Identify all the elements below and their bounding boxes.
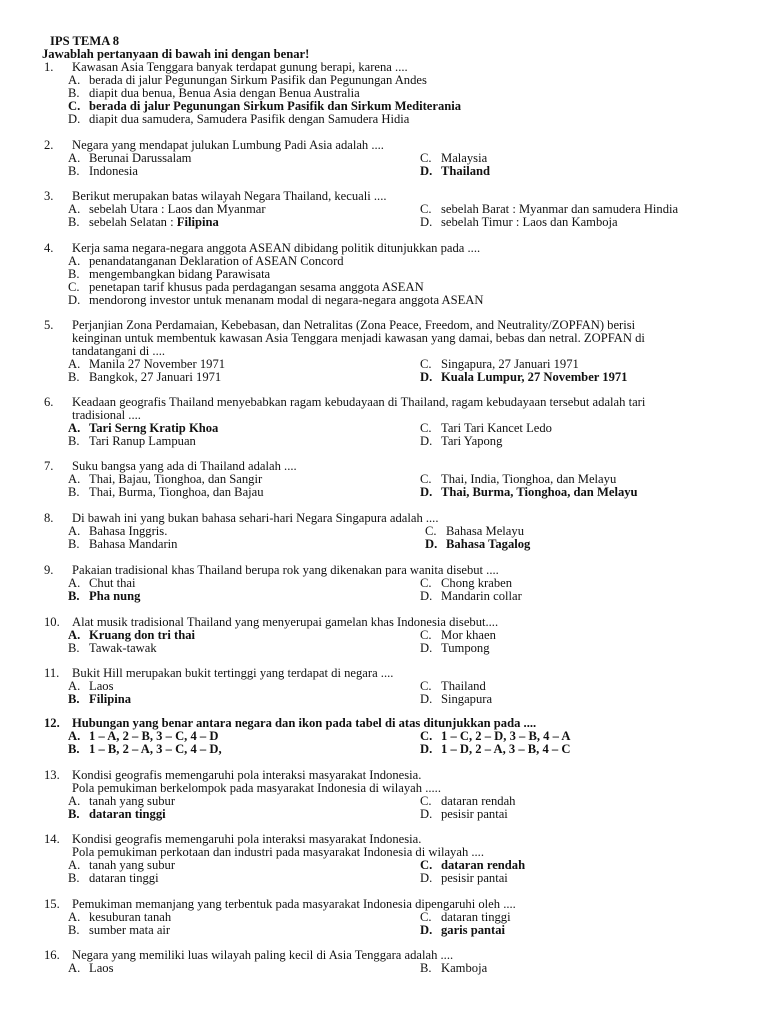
question-text-line: Alat musik tradisional Thailand yang menyerupai gamelan khas Indonesia disebut....: [72, 615, 499, 629]
answer-option: [68, 590, 140, 603]
option-text: pesisir pantai: [441, 871, 508, 885]
option-text: diapit dua benua, Benua Asia dengan Benua Australia: [89, 86, 360, 100]
option-letter: D.: [420, 215, 433, 229]
option-letter: B.: [68, 742, 80, 756]
option-letter: A.: [68, 961, 81, 975]
option-letter: A.: [68, 910, 81, 924]
question-text-line: Bukit Hill merupakan bukit tertinggi yang terdapat di negara ....: [72, 666, 394, 680]
answer-option: [420, 371, 627, 384]
option-letter: C.: [420, 576, 432, 590]
option-row: [68, 577, 714, 590]
question-text-line: tandatangani di ....: [72, 344, 166, 358]
option-letter: C.: [68, 280, 80, 294]
question-text-line: Kondisi geografis memengaruhi pola interaksi masyarakat Indonesia.: [72, 768, 422, 782]
option-text: Tumpong: [441, 641, 490, 655]
option-letter: D.: [420, 923, 433, 937]
question-text: [72, 319, 714, 358]
option-letter: A.: [68, 794, 81, 808]
option-text: Kruang don tri thai: [89, 628, 196, 642]
option-text: dataran tinggi: [89, 807, 166, 821]
answer-options: [68, 525, 714, 551]
question-text-line: Negara yang mendapat julukan Lumbung Padi Asia adalah ....: [72, 138, 384, 152]
option-letter: A.: [68, 524, 81, 538]
option-text: Chong kraben: [441, 576, 512, 590]
option-letter: D.: [68, 112, 81, 126]
option-letter: C.: [420, 472, 432, 486]
question-item: [44, 512, 714, 551]
option-text: sebelah Timur : Laos dan Kamboja: [441, 215, 618, 229]
option-text: penandatanganan Deklaration of ASEAN Concord: [89, 254, 344, 268]
option-text-emphasis: Filipina: [176, 215, 219, 229]
answer-option: [420, 435, 502, 448]
question-text-line: Berikut merupakan batas wilayah Negara Thailand, kecuali ....: [72, 189, 387, 203]
option-text: dataran rendah: [441, 858, 526, 872]
option-row: [68, 743, 714, 756]
option-row: [68, 629, 714, 642]
option-text: pesisir pantai: [441, 807, 508, 821]
answer-options: [68, 911, 714, 937]
question-text-line: Pemukiman memanjang yang terbentuk pada masyarakat Indonesia dipengaruhi oleh ....: [72, 897, 516, 911]
option-letter: B.: [68, 164, 80, 178]
option-letter: C.: [420, 628, 432, 642]
option-text: Mandarin collar: [441, 589, 522, 603]
question-item: [44, 61, 714, 126]
option-letter: D.: [420, 370, 433, 384]
option-text: Mor khaen: [441, 628, 496, 642]
question-item: [44, 460, 714, 499]
option-letter: B.: [68, 215, 80, 229]
answer-options: [68, 795, 714, 821]
answer-options: [68, 152, 714, 178]
option-text: mengembangkan bidang Parawisata: [89, 267, 271, 281]
question-number: 4.: [44, 241, 54, 255]
option-text: Tari Serng Kratip Khoa: [89, 421, 219, 435]
option-row: [68, 872, 714, 885]
option-row: [68, 165, 714, 178]
option-letter: B.: [68, 589, 80, 603]
answer-options: [68, 358, 714, 384]
option-row: [68, 859, 714, 872]
option-letter: C.: [420, 729, 433, 743]
option-letter: B.: [420, 961, 432, 975]
option-row: [68, 371, 714, 384]
option-text: Singapura, 27 Januari 1971: [441, 357, 579, 371]
question-text: [72, 396, 714, 422]
option-text: Thai, Burma, Tionghoa, dan Bajau: [89, 485, 264, 499]
option-text: 1 – A, 2 – B, 3 – C, 4 – D: [89, 729, 219, 743]
option-letter: B.: [68, 871, 80, 885]
option-text: mendorong investor untuk menanam modal di negara-negara anggota ASEAN: [89, 293, 484, 307]
option-text: Laos: [89, 961, 114, 975]
option-letter: D.: [420, 641, 433, 655]
question-text-line: Kondisi geografis memengaruhi pola interaksi masyarakat Indonesia.: [72, 832, 422, 846]
option-text: diapit dua samudera, Samudera Pasifik dengan Samudera Hidia: [89, 112, 410, 126]
option-text: Filipina: [89, 692, 131, 706]
option-text: Berunai Darussalam: [89, 151, 192, 165]
option-text: sebelah Selatan :: [89, 215, 177, 229]
question-number: 6.: [44, 395, 54, 409]
question-text-line: Perjanjian Zona Perdamaian, Kebebasan, dan Netralitas (Zona Peace, Freedom, and Neutrality/ZOPFAN) berisi: [72, 318, 636, 332]
option-text: 1 – C, 2 – D, 3 – B, 4 – A: [441, 729, 571, 743]
question-item: [44, 242, 714, 307]
answer-option: [420, 872, 508, 885]
option-row: [68, 216, 714, 229]
question-text-line: Di bawah ini yang bukan bahasa sehari-hari Negara Singapura adalah ....: [72, 511, 439, 525]
option-row: [68, 590, 714, 603]
option-text: Thailand: [441, 679, 486, 693]
answer-option: [68, 872, 159, 885]
question-item: [44, 949, 714, 975]
option-letter: A.: [68, 858, 81, 872]
answer-option: [68, 743, 222, 756]
answer-options: [68, 730, 714, 756]
question-text-line: Hubungan yang benar antara negara dan ikon pada tabel di atas ditunjukkan pada ....: [72, 716, 537, 730]
answer-option: [68, 113, 409, 126]
answer-options: [68, 577, 714, 603]
option-letter: B.: [68, 537, 80, 551]
option-text: Tari Ranup Lampuan: [89, 434, 196, 448]
option-text: Tawak-tawak: [89, 641, 157, 655]
option-row: [68, 642, 714, 655]
option-letter: C.: [420, 151, 432, 165]
option-text: Malaysia: [441, 151, 488, 165]
option-letter: A.: [68, 729, 81, 743]
option-row: [68, 113, 714, 126]
option-text: Singapura: [441, 692, 493, 706]
option-letter: B.: [68, 923, 80, 937]
option-row: [68, 924, 714, 937]
answer-option: [420, 924, 505, 937]
option-letter: B.: [68, 485, 80, 499]
question-item: [44, 898, 714, 937]
answer-options: [68, 255, 714, 307]
question-number: 7.: [44, 459, 54, 473]
option-row: [68, 294, 714, 307]
question-text: [72, 949, 714, 962]
option-letter: D.: [420, 871, 433, 885]
option-letter: B.: [68, 807, 80, 821]
answer-option: [68, 962, 113, 975]
option-letter: A.: [68, 357, 81, 371]
question-item: [44, 190, 714, 229]
option-text: Laos: [89, 679, 114, 693]
question-number: 3.: [44, 189, 54, 203]
question-item: [44, 833, 714, 885]
question-item: [44, 667, 714, 706]
option-letter: D.: [420, 742, 433, 756]
question-number: 15.: [44, 897, 60, 911]
option-letter: C.: [420, 421, 432, 435]
question-number: 13.: [44, 768, 60, 782]
question-number: 11.: [44, 666, 60, 680]
option-text: Bahasa Mandarin: [89, 537, 178, 551]
answer-options: [68, 473, 714, 499]
question-item: [44, 616, 714, 655]
answer-option: [420, 743, 570, 756]
question-text-line: Suku bangsa yang ada di Thailand adalah ....: [72, 459, 297, 473]
option-text: Chut thai: [89, 576, 136, 590]
answer-option: [420, 693, 492, 706]
option-letter: C.: [420, 679, 432, 693]
option-text: Manila 27 November 1971: [89, 357, 226, 371]
option-letter: B.: [68, 641, 80, 655]
option-letter: C.: [425, 524, 437, 538]
question-text: [72, 564, 714, 577]
option-letter: B.: [68, 86, 80, 100]
question-number: 8.: [44, 511, 54, 525]
answer-option: [68, 294, 484, 307]
question-text: [72, 512, 714, 525]
option-letter: A.: [68, 254, 81, 268]
question-item: [44, 769, 714, 821]
question-text-line: Kawasan Asia Tenggara banyak terdapat gunung berapi, karena ....: [72, 60, 408, 74]
worksheet-title: IPS TEMA 8: [50, 34, 120, 48]
question-number: 12.: [44, 716, 60, 730]
option-letter: C.: [68, 99, 81, 113]
option-row: [68, 538, 714, 551]
option-letter: C.: [420, 858, 433, 872]
option-letter: A.: [68, 202, 81, 216]
option-letter: A.: [68, 576, 81, 590]
answer-option: [420, 165, 490, 178]
option-text: dataran rendah: [441, 794, 516, 808]
option-text: Thai, Bajau, Tionghoa, dan Sangir: [89, 472, 263, 486]
option-text: Tari Yapong: [441, 434, 503, 448]
option-text: berada di jalur Pegunungan Sirkum Pasifik dan Pegunungan Andes: [89, 73, 427, 87]
option-letter: D.: [425, 537, 438, 551]
answer-option: [420, 962, 487, 975]
answer-options: [68, 680, 714, 706]
option-letter: A.: [68, 628, 81, 642]
option-letter: B.: [68, 267, 80, 281]
answer-option: [68, 642, 157, 655]
question-text-line: Keadaan geografis Thailand menyebabkan ragam kebudayaan di Thailand, ragam kebudayaan tersebut adalah tari: [72, 395, 646, 409]
option-text: 1 – B, 2 – A, 3 – C, 4 – D,: [89, 742, 222, 756]
option-letter: A.: [68, 73, 81, 87]
question-number: 16.: [44, 948, 60, 962]
worksheet-instruction: Jawablah pertanyaan di bawah ini dengan benar!: [42, 47, 310, 61]
answer-options: [68, 859, 714, 885]
answer-option: [68, 216, 219, 229]
option-text: Bahasa Tagalog: [446, 537, 531, 551]
option-row: [68, 486, 714, 499]
option-letter: A.: [68, 472, 81, 486]
option-text: tanah yang subur: [89, 794, 176, 808]
option-letter: D.: [420, 807, 433, 821]
option-letter: D.: [420, 692, 433, 706]
option-row: [68, 435, 714, 448]
question-text: [72, 769, 714, 795]
option-text: Kuala Lumpur, 27 November 1971: [441, 370, 628, 384]
option-text: dataran tinggi: [441, 910, 511, 924]
question-text-line: Pola pemukiman berkelompok pada masyarakat Indonesia di wilayah .....: [72, 781, 441, 795]
option-text: Thai, India, Tionghoa, dan Melayu: [441, 472, 617, 486]
answer-options: [68, 629, 714, 655]
question-text-line: Pola pemukiman perkotaan dan industri pada masyarakat Indonesia di wilayah ....: [72, 845, 484, 859]
question-text-line: tradisional ....: [72, 408, 141, 422]
option-letter: C.: [420, 794, 432, 808]
option-row: [68, 152, 714, 165]
option-text: Bahasa Inggris.: [89, 524, 168, 538]
question-text: [72, 667, 714, 680]
option-text: berada di jalur Pegunungan Sirkum Pasifik dan Sirkum Mediterania: [89, 99, 462, 113]
answer-option: [68, 924, 170, 937]
answer-option: [425, 538, 530, 551]
question-number: 14.: [44, 832, 60, 846]
question-text-line: Negara yang memiliki luas wilayah paling kecil di Asia Tenggara adalah ....: [72, 948, 454, 962]
option-row: [68, 962, 714, 975]
question-text: [72, 833, 714, 859]
option-text: Bahasa Melayu: [446, 524, 524, 538]
option-text: sebelah Barat : Myanmar dan samudera Hindia: [441, 202, 679, 216]
answer-option: [420, 486, 638, 499]
option-row: [68, 680, 714, 693]
question-item: [44, 396, 714, 448]
answer-options: [68, 74, 714, 126]
option-letter: D.: [420, 434, 433, 448]
option-text: dataran tinggi: [89, 871, 159, 885]
question-number: 9.: [44, 563, 54, 577]
option-text: sebelah Utara : Laos dan Myanmar: [89, 202, 266, 216]
answer-options: [68, 422, 714, 448]
option-letter: A.: [68, 421, 81, 435]
question-text-line: keinginan untuk membentuk kawasan Asia Tenggara menjadi kawasan yang damai, bebas dan netral. ZOPFAN di: [72, 331, 645, 345]
question-number: 5.: [44, 318, 54, 332]
option-text: Thai, Burma, Tionghoa, dan Melayu: [441, 485, 638, 499]
option-letter: B.: [68, 692, 80, 706]
question-item: [44, 717, 714, 756]
answer-options: [68, 203, 714, 229]
answer-option: [420, 642, 490, 655]
answer-option: [68, 486, 264, 499]
option-text: Indonesia: [89, 164, 138, 178]
question-number: 10.: [44, 615, 60, 629]
option-text: 1 – D, 2 – A, 3 – B, 4 – C: [441, 742, 571, 756]
option-row: [68, 693, 714, 706]
option-letter: D.: [420, 164, 433, 178]
option-text: tanah yang subur: [89, 858, 176, 872]
option-letter: C.: [420, 910, 432, 924]
question-text-line: Pakaian tradisional khas Thailand berupa rok yang dikenakan para wanita disebut ....: [72, 563, 499, 577]
answer-option: [420, 216, 618, 229]
answer-option: [420, 808, 508, 821]
option-text: kesuburan tanah: [89, 910, 172, 924]
question-item: [44, 319, 714, 384]
question-number: 1.: [44, 60, 54, 74]
answer-option: [68, 435, 196, 448]
option-text: penetapan tarif khusus pada perdagangan sesama anggota ASEAN: [89, 280, 424, 294]
option-letter: B.: [68, 370, 80, 384]
question-item: [44, 564, 714, 603]
answer-option: [68, 808, 166, 821]
answer-option: [68, 165, 138, 178]
option-letter: B.: [68, 434, 80, 448]
option-letter: D.: [420, 485, 433, 499]
option-text: Bangkok, 27 Januari 1971: [89, 370, 222, 384]
option-letter: A.: [68, 151, 81, 165]
answer-option: [420, 590, 522, 603]
option-text: garis pantai: [441, 923, 506, 937]
option-letter: C.: [420, 357, 432, 371]
option-text: Pha nung: [89, 589, 141, 603]
option-letter: A.: [68, 679, 81, 693]
answer-option: [68, 371, 221, 384]
option-row: [68, 808, 714, 821]
option-text: sumber mata air: [89, 923, 171, 937]
option-text: Kamboja: [441, 961, 488, 975]
question-number: 2.: [44, 138, 54, 152]
answer-options: [68, 962, 714, 975]
option-letter: C.: [420, 202, 432, 216]
option-letter: D.: [420, 589, 433, 603]
question-text-line: Kerja sama negara-negara anggota ASEAN dibidang politik ditunjukkan pada ....: [72, 241, 481, 255]
question-item: [44, 139, 714, 178]
answer-option: [68, 538, 177, 551]
option-letter: D.: [68, 293, 81, 307]
answer-option: [68, 693, 131, 706]
option-text: Thailand: [441, 164, 491, 178]
option-text: Tari Tari Kancet Ledo: [441, 421, 552, 435]
